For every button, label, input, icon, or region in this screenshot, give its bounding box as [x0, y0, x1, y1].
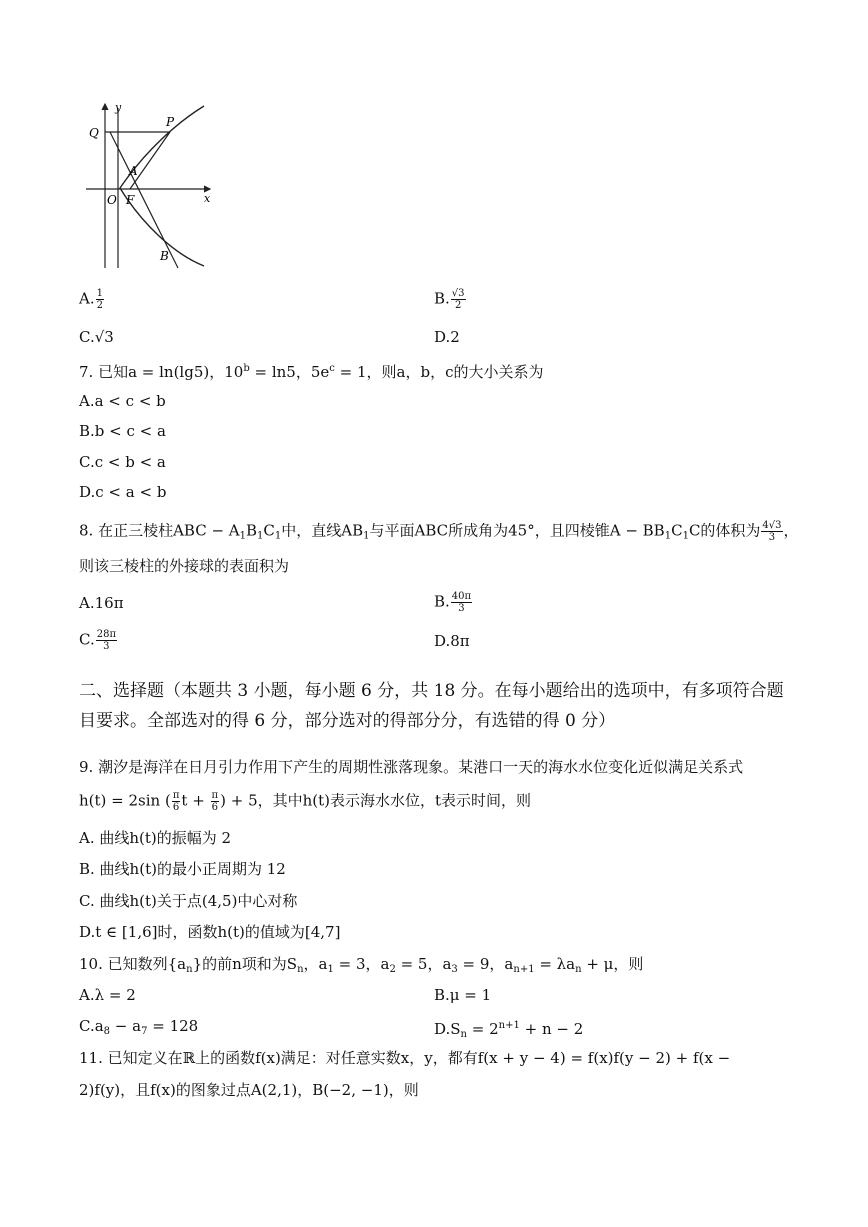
q6-option-b: B. $\frac{√3}{2}$	[434, 288, 465, 311]
q6-option-d: D.2	[434, 328, 460, 346]
q6-option-a: A. $\frac{1}{2}$	[79, 288, 103, 311]
label-a: A	[129, 164, 138, 178]
q10-option-b: B.μ = 1	[434, 986, 492, 1004]
parabola-figure	[82, 98, 218, 273]
section-2-heading-line1: 二、选择题（本题共 3 小题，每小题 6 分，共 18 分。在每小题给出的选项中，有多项符合题	[79, 681, 784, 701]
q8-option-d: D.8π	[434, 632, 470, 650]
q7-option-c: C.c < b < a	[79, 453, 166, 471]
label-x: x	[204, 192, 211, 205]
line-pf	[130, 132, 170, 189]
q9-option-a: A. 曲线h(t)的振幅为 2	[79, 829, 232, 847]
q9-stem-line2: h(t) = 2sin ( $\frac{\pi}{6}$ t + $\frac{\pi}{6}$ ) + 5，其中h(t)表示海水水位，t表示时间，则	[79, 790, 532, 813]
q10-option-c: $C.a_8 - a_7 = 128$	[79, 1017, 199, 1037]
q8-option-c: C. $\frac{28\pi}{3}$	[79, 629, 117, 652]
q10-option-a: A.λ = 2	[79, 986, 136, 1004]
label-f: F	[126, 193, 135, 207]
label-p: P	[166, 115, 175, 129]
q7-option-d: D.c < a < b	[79, 483, 167, 501]
q9-option-c: C. 曲线h(t)关于点(4,5)中心对称	[79, 892, 298, 910]
q8-option-a: A.16π	[79, 594, 124, 612]
q8-option-b: B. $\frac{40\pi}{3}$	[434, 591, 472, 614]
q9-option-d: D.t ∈ [1,6]时，函数h(t)的值域为[4,7]	[79, 923, 341, 941]
q9-option-b: B. 曲线h(t)的最小正周期为 12	[79, 860, 286, 878]
q8-stem-line2: 则该三棱柱的外接球的表面积为	[79, 557, 290, 575]
q7-option-b: B.b < c < a	[79, 422, 166, 440]
label-q: Q	[89, 126, 99, 140]
q8-stem-line1: 8. 在正三棱柱ABC − $A_1B_1C_1$中，直线$AB_1$与平面ABC所成角为45°，且四棱锥$A - BB_1C_1C$的体积为 $\frac{4√3}{3}$ ，	[79, 520, 799, 543]
q11-stem-line2: 2)f(y)，且f(x)的图象过点A(2,1)，B(−2, −1)，则	[79, 1081, 419, 1099]
q7-stem: 7. 已知a = ln(lg5)，$10^b = \ln 5$，$5e^c = 1$，则a，b，c的大小关系为	[79, 363, 544, 381]
q10-option-d: $D.S_n = 2^{n+1} + n - 2$	[434, 1020, 584, 1040]
q7-option-a: A.a < c < b	[79, 392, 166, 410]
q6-option-c: C.√3	[79, 328, 114, 346]
label-b: B	[160, 249, 169, 263]
q11-stem-line1: 11. 已知定义在ℝ上的函数f(x)满足：对任意实数x，y，都有f(x + y − 4) = f(x)f(y − 2) + f(x −	[79, 1049, 731, 1067]
q10-stem: 10. 已知数列$\{a_n\}$的前n项和为$S_n$，$a_1 = 3$，$a_2 = 5$，$a_3 = 9$，$a_{n+1} = \lambda a_n + \mu$，则	[79, 955, 644, 975]
label-o: O	[107, 193, 117, 207]
label-y: y	[115, 101, 122, 114]
q9-stem-line1: 9. 潮汐是海洋在日月引力作用下产生的周期性涨落现象。某港口一天的海水水位变化近似满足关系式	[79, 758, 744, 776]
line-qb	[110, 132, 178, 268]
section-2-heading-line2: 目要求。全部选对的得 6 分，部分选对的得部分分，有选错的得 0 分）	[79, 711, 616, 731]
